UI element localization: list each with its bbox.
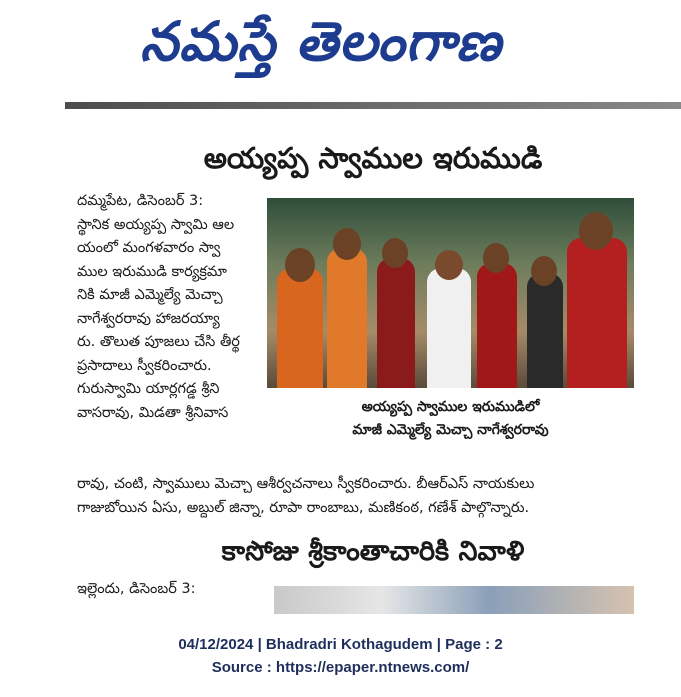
caption-line: అయ్యప్ప స్వాముల ఇరుముడిలో — [361, 399, 540, 415]
article2-column — [77, 578, 267, 602]
article1-line: వాసరావు, మిడతా శ్రీనివాస — [77, 404, 229, 421]
article1-line: రు. తొలుత పూజలు చేసి తీర్థ — [77, 334, 240, 350]
photo-person-head — [285, 248, 315, 282]
masthead — [0, 0, 681, 90]
photo-person — [477, 263, 517, 388]
article1-headline: అయ్యప్ప స్వాముల ఇరుముడి — [203, 141, 543, 175]
article1-line: ప్రసాదాలు స్వీకరించారు. — [77, 357, 212, 374]
article1-line: నాగేశ్వరరావు హాజరయ్యా — [77, 310, 220, 327]
photo-person-head — [531, 256, 557, 286]
photo-caption — [267, 396, 634, 442]
article1-line: నికి మాజీ ఎమ్మెల్యే మెచ్చా — [77, 287, 223, 303]
photo-person — [567, 238, 627, 388]
footer-dateline: 04/12/2024 | Bhadradri Kothagudem | Page : 2 — [178, 636, 503, 653]
article1-line: గురుస్వామి యార్లగడ్డ శ్రీని — [77, 381, 220, 397]
photo-person — [327, 248, 367, 388]
photo-person — [377, 258, 415, 388]
photo-person-head — [435, 250, 463, 280]
article1-line: స్థానిక అయ్యప్ప స్వామి ఆల — [77, 216, 235, 233]
photo-person-head — [333, 228, 361, 260]
article1-line: ముల ఇరుముడి కార్యక్రమా — [77, 263, 227, 280]
footer-area — [0, 614, 681, 697]
photo-person — [527, 273, 563, 388]
footer-source: Source : https://epaper.ntnews.com/ — [211, 659, 470, 676]
photo-person-head — [483, 243, 509, 273]
article1-line: యంలో మంగళవారం స్వా — [77, 240, 221, 256]
article1-full-line: రావు, చంటి, స్వాములు మెచ్చా ఆశీర్వచనాలు స్వీకరించారు. బీఆర్ఎస్ నాయకులు — [77, 476, 535, 492]
article2-line: ఇల్లెందు, డిసెంబర్ 3: — [77, 581, 196, 597]
article1-line: దమ్మపేట, డిసెంబర్ 3: — [77, 193, 204, 209]
article1-full-line: గాజుబోయిన ఏసు, అబ్దుల్ జిన్నా, రూపా రాంబాబు, మణికంఠ, గణేశ్ పాల్గొన్నారు. — [77, 500, 530, 516]
article2-headline: కాసోజు శ్రీకాంతాచారికి నివాళి — [221, 536, 525, 567]
article1-column — [77, 190, 267, 425]
masthead-rule — [65, 102, 681, 109]
photo-person — [427, 268, 471, 388]
article1-photo — [267, 198, 634, 388]
photo-person-head — [579, 212, 613, 250]
photo-person-head — [382, 238, 408, 268]
caption-line: మాజీ ఎమ్మెల్యే మెచ్చా నాగేశ్వరరావు — [352, 422, 549, 438]
photo-person — [277, 268, 323, 388]
newspaper-title: నమస్తే తెలంగాణ — [140, 9, 502, 73]
